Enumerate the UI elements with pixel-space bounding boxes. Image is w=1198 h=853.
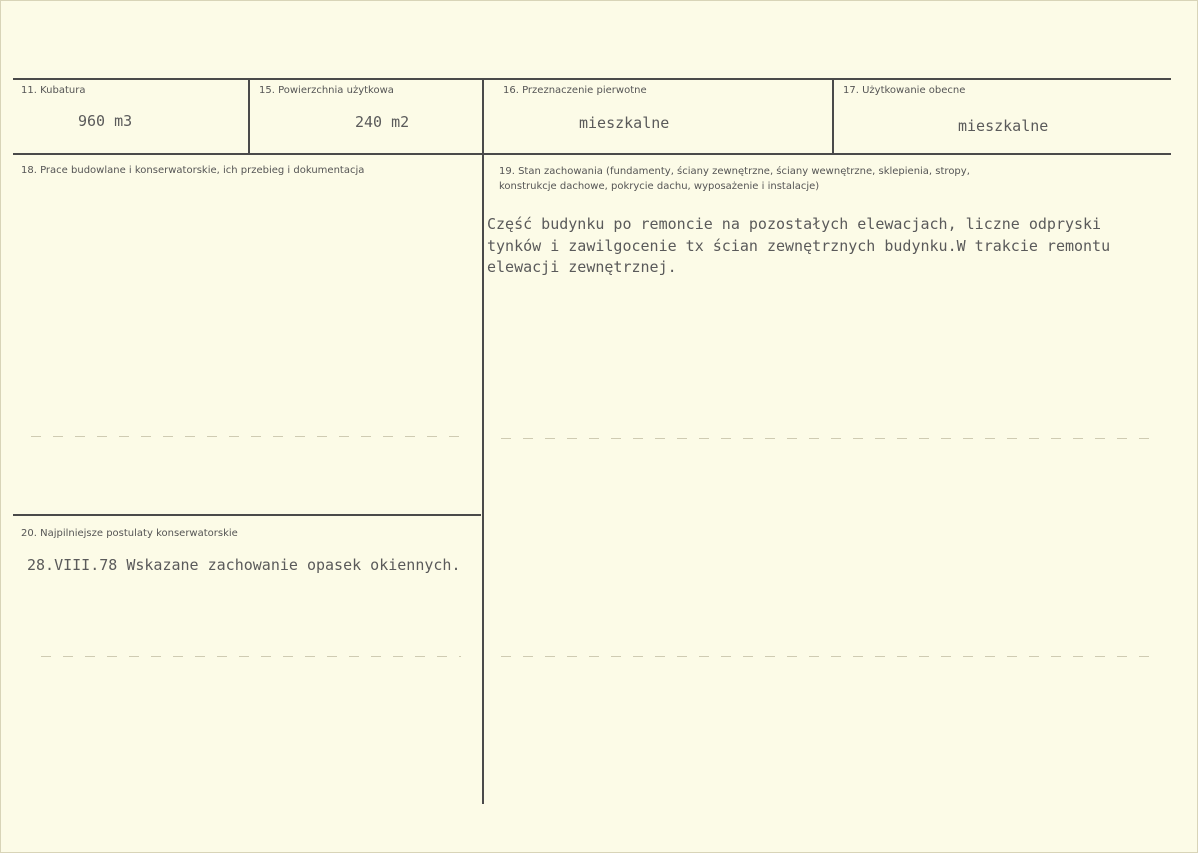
- divider-11-15: [248, 78, 250, 155]
- field-11-value: 960 m3: [78, 112, 133, 130]
- guide-line: [31, 436, 461, 437]
- field-18-label: 18. Prace budowlane i konserwatorskie, ich przebieg i dokumentacja: [21, 165, 365, 176]
- field-19-label-line2: konstrukcje dachowe, pokrycie dachu, wyposażenie i instalacje): [499, 181, 820, 192]
- field-16-value: mieszkalne: [579, 114, 670, 132]
- field-20-text: 28.VIII.78 Wskazane zachowanie opasek okiennych.: [27, 556, 461, 574]
- guide-line: [41, 656, 461, 657]
- field-19-text-line1: Część budynku po remoncie na pozostałych elewacjach, liczne odpryski: [487, 215, 1102, 233]
- guide-line: [501, 438, 1161, 439]
- field-17-label: 17. Użytkowanie obecne: [843, 85, 966, 96]
- field-11-label: 11. Kubatura: [21, 85, 86, 96]
- divider-15-16: [482, 78, 484, 804]
- field-16-label: 16. Przeznaczenie pierwotne: [503, 85, 647, 96]
- field-19-label-line1: 19. Stan zachowania (fundamenty, ściany zewnętrzne, ściany wewnętrzne, sklepienia, stropy,: [499, 166, 970, 177]
- field-15-value: 240 m2: [355, 113, 410, 131]
- section-rule: [13, 514, 481, 516]
- field-19-text-line3: elewacji zewnętrznej.: [487, 258, 677, 276]
- field-20-label: 20. Najpilniejsze postulaty konserwatorskie: [21, 528, 238, 539]
- guide-line: [501, 656, 1161, 657]
- top-rule: [13, 78, 1171, 80]
- field-17-value: mieszkalne: [958, 117, 1049, 135]
- field-15-label: 15. Powierzchnia użytkowa: [259, 85, 394, 96]
- divider-16-17: [832, 78, 834, 155]
- field-19-text-line2: tynków i zawilgocenie tx ścian zewnętrznych budynku.W trakcie remontu: [487, 237, 1111, 255]
- row-rule: [13, 153, 1171, 155]
